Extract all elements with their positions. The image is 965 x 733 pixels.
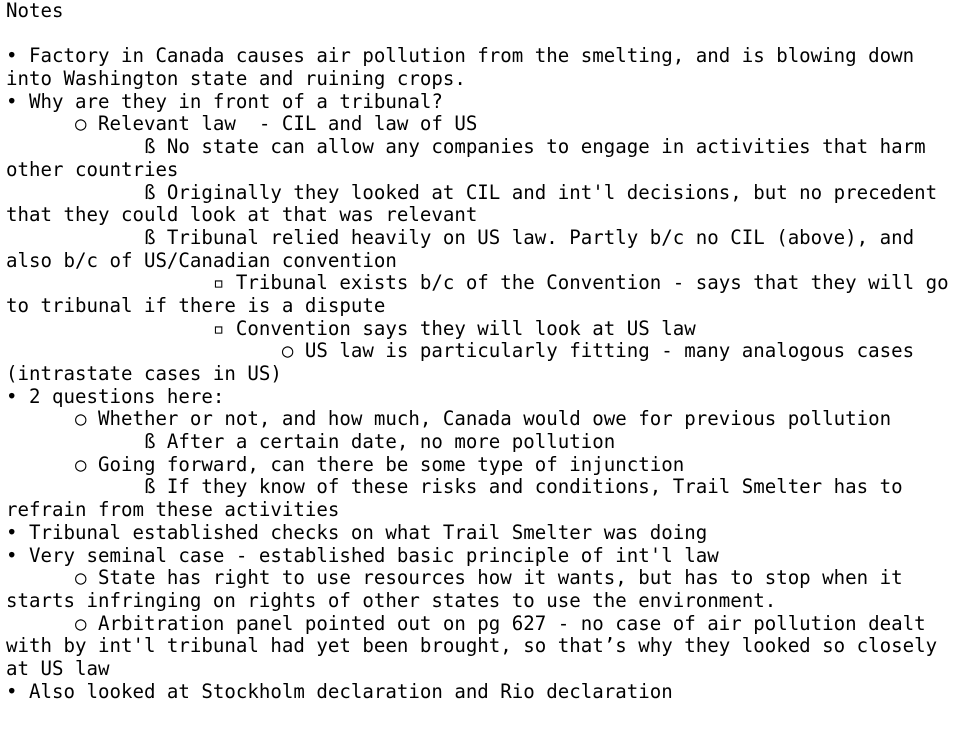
text-line: ß After a certain date, no more pollution (6, 430, 616, 454)
text-line: • 2 questions here: (6, 384, 225, 408)
text-line: into Washington state and ruining crops. (6, 67, 466, 91)
text-line: ○ Whether or not, and how much, Canada would owe for previous pollution (6, 407, 892, 431)
text-line: ▫ Tribunal exists b/c of the Convention - says that they will go (6, 271, 949, 295)
text-line: also b/c of US/Canadian convention (6, 248, 397, 272)
text-line: ß If they know of these risks and conditions, Trail Smelter has to (6, 475, 903, 499)
text-line: with by int'l tribunal had yet been brought, so that’s why they looked so closely (6, 634, 938, 658)
text-line: ○ State has right to use resources how it wants, but has to stop when it (6, 566, 903, 590)
text-line: (intrastate cases in US) (6, 362, 282, 385)
text-line: • Why are they in front of a tribunal? (6, 89, 443, 113)
text-line: ß Tribunal relied heavily on US law. Partly b/c no CIL (above), and (6, 225, 915, 249)
text-line: ○ Arbitration panel pointed out on pg 627 - no case of air pollution dealt (6, 611, 926, 635)
text-line: • Very seminal case - established basic principle of int'l law (6, 543, 719, 567)
text-line: that they could look at that was relevant (6, 203, 478, 227)
text-line: • Factory in Canada causes air pollution from the smelting, and is blowing down (6, 44, 915, 68)
text-line: starts infringing on rights of other states to use the environment. (6, 588, 777, 612)
text-line: at US law (6, 656, 110, 680)
text-line: refrain from these activities (6, 498, 340, 522)
text-line: ○ Relevant law - CIL and law of US (6, 112, 478, 136)
notes-title: Notes (6, 0, 64, 22)
text-line: ○ US law is particularly fitting - many analogous cases (6, 339, 915, 363)
blank-line (6, 23, 965, 46)
text-line: • Tribunal established checks on what Trail Smelter was doing (6, 520, 708, 544)
text-line: ß No state can allow any companies to engage in activities that harm (6, 135, 926, 159)
text-line: ß Originally they looked at CIL and int'l decisions, but no precedent (6, 180, 938, 204)
text-line: to tribunal if there is a dispute (6, 293, 386, 317)
text-line: other countries (6, 157, 179, 181)
text-line: • Also looked at Stockholm declaration and Rio declaration (6, 679, 673, 703)
text-line: ▫ Convention says they will look at US law (6, 316, 696, 340)
text-line: ○ Going forward, can there be some type of injunction (6, 452, 685, 476)
